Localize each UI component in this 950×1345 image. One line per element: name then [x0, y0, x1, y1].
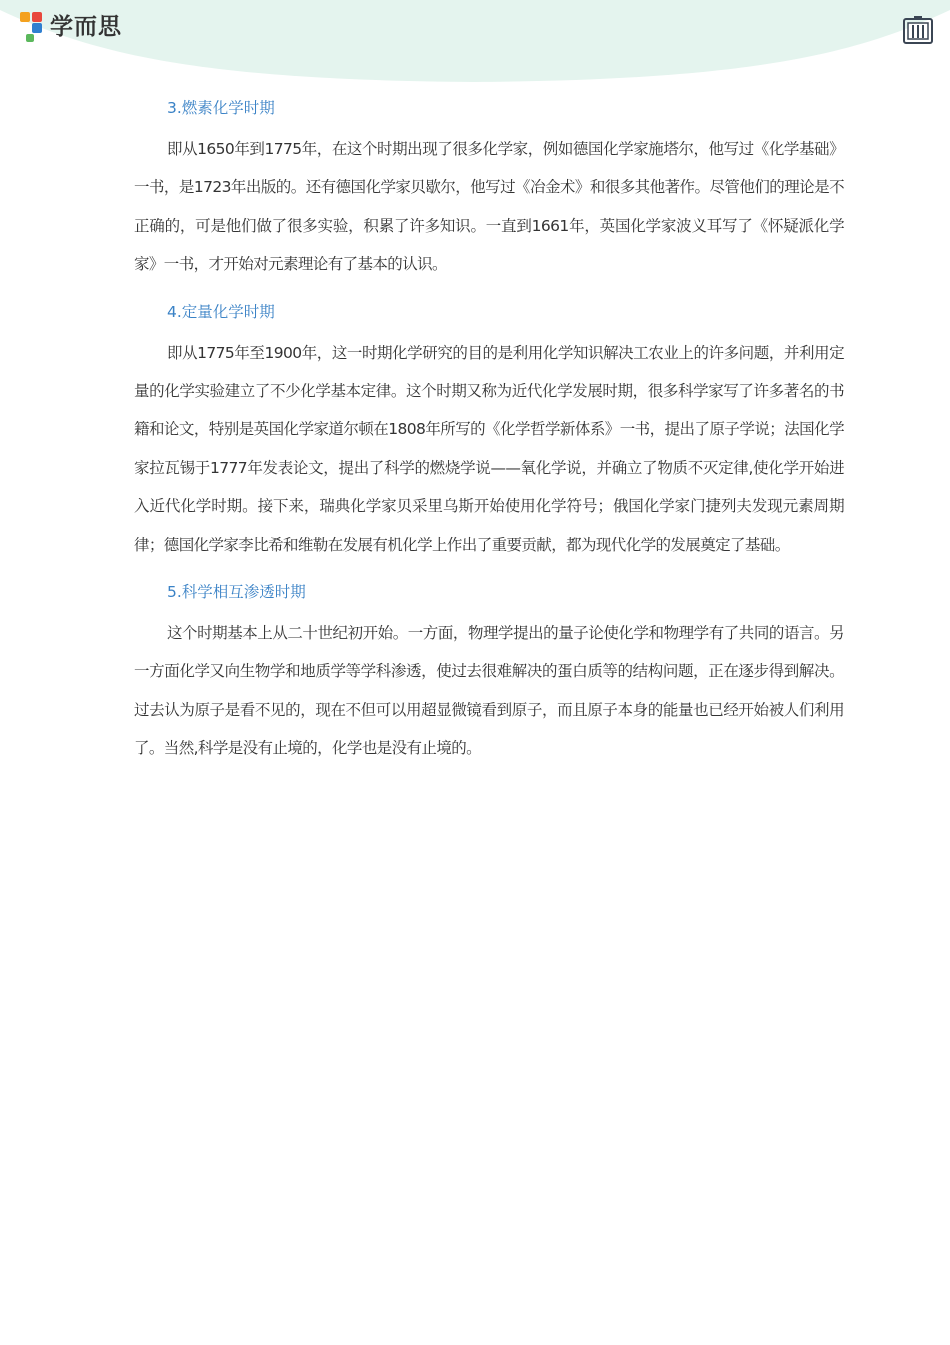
logo-text: 学而思 — [50, 14, 122, 40]
section-title: 3.燃素化学时期 — [167, 99, 275, 117]
section-quantitative-period — [134, 300, 844, 564]
logo-mark-icon — [18, 10, 46, 44]
section-title: 5.科学相互渗透时期 — [167, 583, 306, 602]
book-icon — [902, 14, 934, 46]
header-wave-background — [0, 0, 950, 86]
section-combustion-period — [134, 96, 844, 284]
article-body — [134, 92, 844, 784]
section-interdisciplinary-period — [134, 580, 844, 768]
section-title: 4.定量化学时期 — [167, 302, 275, 321]
brand-logo — [18, 10, 122, 44]
header-band — [0, 0, 950, 86]
section-paragraph: 即从1650年到1775年，在这个时期出现了很多化学家，例如德国化学家施塔尔，他写过《化学基础》一书，是1723年出版的。还有德国化学家贝歇尔，他写过《冶金术》和很多其他著作。尽管他们的理论是不正确的，可是他们做了很多实验，积累了许多知识。一直到1661年，英国化学家波义耳写了《怀疑派化学家》一书，才开始对元素理论有了基本的认识。 — [134, 140, 844, 274]
section-paragraph: 即从1775年至1900年，这一时期化学研究的目的是利用化学知识解决工农业上的许多问题，并利用定量的化学实验建立了不少化学基本定律。这个时期又称为近代化学发展时期，很多科学家写了许多著名的书籍和论文，特别是英国化学家道尔顿在1808年所写的《化学哲学新体系》一书，提出了原子学说；法国化学家拉瓦锡于1777年发表论文，提出了科学的燃烧学说——氧化学说，并确立了物质不灭定律,使化学开始进入近代化学时期。接下来，瑞典化学家贝采里乌斯开始使用化学符号；俄国化学家门捷列夫发现元素周期律；德国化学家李比希和维勒在发展有机化学上作出了重要贡献，都为现代化学的发展奠定了基础。 — [134, 343, 844, 554]
section-paragraph: 这个时期基本上从二十世纪初开始。一方面，物理学提出的量子论使化学和物理学有了共同的语言。另一方面化学又向生物学和地质学等学科渗透，使过去很难解决的蛋白质等的结构问题，正在逐步得到解决。过去认为原子是看不见的，现在不但可以用超显微镜看到原子，而且原子本身的能量也已经开始被人们利用了。当然,科学是没有止境的，化学也是没有止境的。 — [134, 624, 844, 758]
